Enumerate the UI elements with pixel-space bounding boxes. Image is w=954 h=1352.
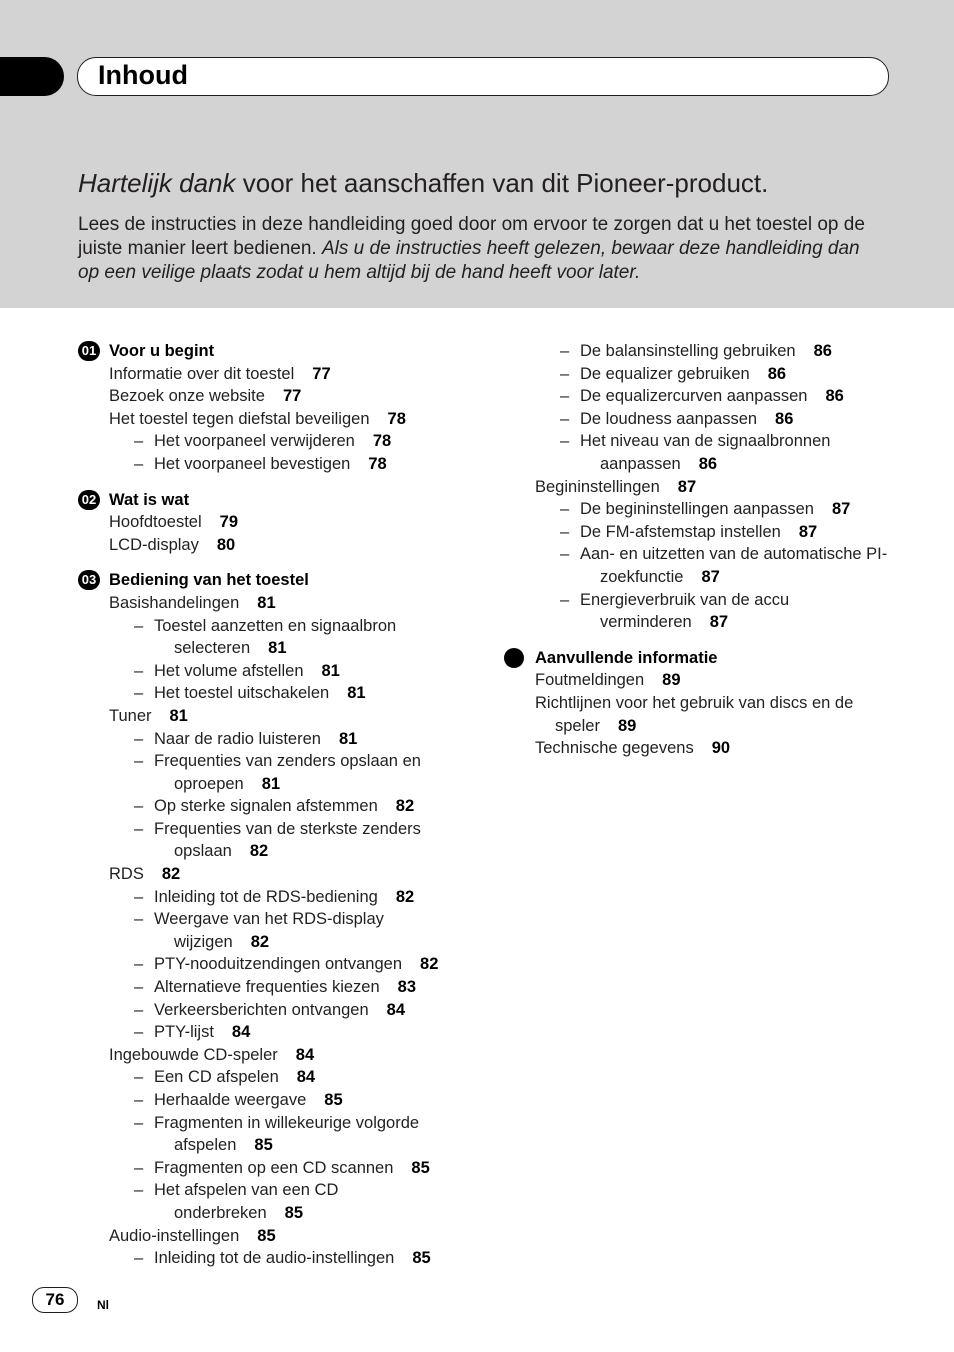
toc-entry-content	[154, 886, 468, 909]
toc-entry-content	[109, 385, 468, 408]
toc-entry-label: Het toestel tegen diefstal beveiligen	[109, 409, 370, 428]
toc-entry-label: Technische gegevens	[535, 739, 694, 758]
toc-entry-content	[580, 430, 904, 475]
toc-entry-content	[154, 682, 468, 705]
chapter-badge: 02	[78, 490, 100, 510]
toc-entry-content	[154, 1089, 468, 1112]
toc-entry[interactable]	[78, 863, 468, 886]
toc-entry-content	[154, 750, 468, 795]
toc-entry[interactable]	[504, 430, 904, 475]
toc-entry-label: Foutmeldingen	[535, 671, 645, 690]
toc-entry[interactable]	[78, 999, 468, 1022]
toc-entry-label: Herhaalde weergave	[154, 1091, 307, 1109]
toc-page-number: 90	[711, 739, 731, 758]
toc-entry-label: Tuner	[109, 706, 152, 725]
toc-entry[interactable]	[78, 705, 468, 728]
dash-marker: –	[560, 387, 570, 406]
toc-entry[interactable]	[504, 340, 904, 363]
toc-entry[interactable]	[78, 682, 468, 705]
toc-entry-label: Frequenties van zenders opslaan en oproepen	[154, 752, 421, 793]
toc-entry-label: Een CD afspelen	[154, 1068, 279, 1087]
chapter-badge: 03	[78, 570, 100, 590]
dash-marker: –	[560, 590, 570, 609]
toc-entry-content	[154, 1066, 468, 1089]
toc-entry-label: Het volume afstellen	[154, 661, 304, 680]
toc-entry-content	[580, 408, 904, 431]
chapter-badge	[504, 648, 524, 668]
page-heading	[78, 168, 768, 199]
toc-entry-content	[580, 385, 904, 408]
dash-marker: –	[134, 1068, 144, 1087]
intro-plain: Lees de instructies in deze handleiding goed door om ervoor te zorgen dat u het toestel op de juiste manier leert bedienen.	[78, 214, 865, 259]
toc-page-number: 79	[219, 513, 239, 532]
toc-entry-label: Energieverbruik van de accu verminderen	[580, 590, 790, 632]
toc-entry-content	[109, 363, 468, 386]
toc-page-number: 84	[295, 1045, 315, 1064]
toc-entry-content	[154, 430, 468, 453]
dash-marker: –	[134, 1091, 144, 1109]
toc-entry-label: RDS	[109, 865, 144, 884]
toc-page-number: 77	[282, 387, 302, 406]
toc-entry-content	[154, 908, 468, 953]
dash-marker: –	[134, 454, 144, 473]
dash-marker: –	[134, 432, 144, 451]
toc-entry[interactable]	[78, 511, 468, 534]
toc-page-number: 81	[261, 774, 281, 793]
dash-marker: –	[560, 342, 570, 360]
toc-page-number: 82	[249, 842, 269, 861]
intro-italic: Als u de instructies heeft gelezen, bewaar deze handleiding dan op een veilige plaats zodat u hem altijd bij de hand heeft voor later.	[78, 238, 860, 283]
toc-page-number: 77	[312, 364, 331, 383]
toc-entry-content	[154, 976, 468, 999]
toc-entry-label: Het voorpaneel bevestigen	[154, 454, 351, 473]
toc-entry-label: De balansinstelling gebruiken	[580, 342, 796, 360]
toc-entry-content	[154, 1021, 468, 1044]
toc-entry-content	[535, 476, 904, 499]
toc-entry-content	[154, 1179, 468, 1224]
toc-entry-label: Alternatieve frequenties kiezen	[154, 978, 380, 997]
toc-entry-label: Verkeersberichten ontvangen	[154, 1000, 369, 1019]
toc-entry-content	[154, 999, 468, 1022]
toc-entry[interactable]	[78, 1066, 468, 1089]
toc-entry[interactable]	[78, 908, 468, 953]
toc-entry-content	[154, 1247, 468, 1270]
toc-entry-label: Ingebouwde CD-speler	[109, 1045, 278, 1064]
toc-entry-content	[154, 660, 468, 683]
toc-page-number: 82	[395, 887, 415, 906]
dash-marker: –	[134, 887, 144, 906]
toc-entry-label: PTY-nooduitzendingen ontvangen	[154, 955, 403, 974]
toc-entry-content	[109, 534, 468, 557]
toc-entry-content	[109, 511, 468, 534]
toc-entry-content	[109, 1225, 468, 1248]
toc-page-number: 86	[767, 364, 787, 383]
toc-entry[interactable]	[78, 728, 468, 751]
toc-entry-content	[154, 818, 468, 863]
toc-entry-content	[154, 1112, 468, 1157]
toc-entry-content	[580, 363, 904, 386]
toc-entry[interactable]	[78, 1247, 468, 1270]
toc-entry-label: Informatie over dit toestel	[109, 364, 295, 383]
toc-page-number: 87	[677, 477, 697, 496]
toc-page-number: 86	[825, 387, 844, 406]
toc-entry[interactable]	[504, 543, 904, 588]
toc-entry[interactable]	[504, 363, 904, 386]
toc-page-number: 86	[698, 454, 718, 473]
toc-entry-label: De begininstellingen aanpassen	[580, 500, 814, 519]
toc-entry[interactable]	[78, 886, 468, 909]
toc-entry[interactable]	[504, 385, 904, 408]
dash-marker: –	[134, 661, 144, 680]
dash-marker: –	[134, 1023, 144, 1042]
toc-page-number: 87	[798, 522, 818, 541]
toc-page-number: 78	[372, 432, 392, 451]
dash-marker: –	[134, 729, 144, 748]
intro-paragraph	[78, 213, 878, 285]
toc-entry-content	[154, 953, 468, 976]
toc-page-number: 81	[268, 639, 287, 658]
toc-page-number: 84	[296, 1068, 316, 1087]
dash-marker: –	[134, 1000, 144, 1019]
toc-entry[interactable]	[78, 1089, 468, 1112]
toc-section-heading	[78, 569, 468, 592]
toc-right-column	[504, 340, 904, 760]
toc-entry[interactable]	[504, 476, 904, 499]
toc-entry[interactable]	[78, 1179, 468, 1224]
toc-entry-content	[580, 340, 904, 363]
toc-entry-content	[154, 453, 468, 476]
dash-marker: –	[134, 1113, 144, 1132]
toc-entry-content	[109, 408, 468, 431]
toc-entry[interactable]	[78, 363, 468, 386]
toc-page-number: 89	[662, 671, 681, 690]
toc-entry-content	[154, 728, 468, 751]
title-box	[77, 57, 889, 96]
toc-entry[interactable]	[78, 818, 468, 863]
toc-entry[interactable]	[78, 1157, 468, 1180]
toc-page-number: 85	[324, 1091, 343, 1109]
toc-entry[interactable]	[78, 453, 468, 476]
toc-entry-label: De equalizercurven aanpassen	[580, 387, 808, 406]
toc-entry-label: De loudness aanpassen	[580, 409, 758, 428]
toc-page-number: 82	[161, 865, 181, 884]
toc-page-number: 84	[386, 1000, 406, 1019]
dash-marker: –	[134, 955, 144, 974]
toc-page-number: 84	[231, 1023, 251, 1042]
toc-section-heading	[78, 489, 468, 512]
dash-marker: –	[560, 522, 570, 541]
toc-entry-label: PTY-lijst	[154, 1023, 214, 1042]
toc-page-number: 85	[412, 1249, 431, 1268]
dash-marker: –	[134, 1158, 144, 1177]
dash-marker: –	[134, 684, 144, 703]
toc-page-number: 89	[617, 716, 637, 735]
toc-entry[interactable]	[78, 1044, 468, 1067]
toc-entry-content	[154, 795, 468, 818]
toc-entry-label: Begininstellingen	[535, 477, 660, 496]
dash-marker: –	[134, 1249, 144, 1268]
dash-marker: –	[560, 432, 570, 451]
toc-page-number: 82	[250, 932, 270, 951]
toc-page-number: 87	[831, 500, 851, 519]
toc-entry-label: Het toestel uitschakelen	[154, 684, 330, 703]
toc-entry-content	[109, 863, 468, 886]
toc-entry-label: Het voorpaneel verwijderen	[154, 432, 355, 451]
toc-entry-content	[154, 1157, 468, 1180]
toc-entry-label: Toestel aanzetten en signaalbron selecteren	[154, 616, 397, 658]
toc-entry[interactable]	[78, 430, 468, 453]
toc-page-number: 86	[813, 342, 832, 360]
section-label: Aanvullende informatie	[535, 648, 718, 667]
toc-entry[interactable]	[78, 1112, 468, 1157]
toc-entry-label: Het afspelen van een CD onderbreken	[154, 1181, 339, 1222]
dash-marker: –	[134, 797, 144, 816]
toc-page-number: 81	[257, 593, 276, 612]
toc-page-number: 82	[395, 797, 415, 816]
toc-entry[interactable]	[78, 534, 468, 557]
toc-entry-label: Inleiding tot de RDS-bediening	[154, 887, 378, 906]
toc-section-heading	[78, 340, 468, 363]
toc-entry[interactable]	[78, 1021, 468, 1044]
toc-page-number: 86	[775, 409, 794, 428]
toc-entry[interactable]	[78, 660, 468, 683]
toc-entry[interactable]	[504, 669, 904, 692]
toc-entry-label: Aan- en uitzetten van de automatische PI-zoekfunctie	[580, 545, 888, 586]
toc-page-number: 81	[347, 684, 366, 703]
toc-entry-content	[109, 592, 468, 615]
dash-marker: –	[560, 364, 570, 383]
toc-page-number: 81	[321, 661, 340, 680]
dash-marker: –	[134, 752, 144, 771]
dash-marker: –	[134, 910, 144, 929]
toc-entry-label: Fragmenten in willekeurige volgorde afspelen	[154, 1113, 420, 1155]
section-title: Inhoud	[98, 60, 188, 90]
toc-page-number: 83	[397, 978, 416, 997]
toc-entry-label: Basishandelingen	[109, 593, 240, 612]
toc-entry[interactable]	[504, 521, 904, 544]
toc-page-number: 87	[709, 613, 729, 632]
toc-entry-content	[580, 498, 904, 521]
toc-entry[interactable]	[504, 408, 904, 431]
toc-page-number: 87	[701, 567, 720, 586]
toc-entry-content	[535, 669, 904, 692]
heading-rest: voor het aanschaffen van dit Pioneer-product.	[235, 168, 769, 198]
dash-marker: –	[560, 500, 570, 519]
toc-page-number: 85	[411, 1158, 430, 1177]
dash-marker: –	[134, 978, 144, 997]
chapter-badge: 01	[78, 341, 100, 361]
toc-entry[interactable]	[78, 592, 468, 615]
section-label: Voor u begint	[109, 342, 215, 360]
section-tab	[0, 57, 64, 96]
toc-entry[interactable]	[504, 692, 904, 737]
toc-entry-label: Frequenties van de sterkste zenders opslaan	[154, 819, 421, 861]
toc-section-heading	[504, 647, 904, 670]
toc-entry-content	[154, 615, 468, 660]
toc-entry[interactable]	[78, 953, 468, 976]
toc-page-number: 78	[387, 409, 406, 428]
toc-entry[interactable]	[78, 615, 468, 660]
dash-marker: –	[134, 616, 144, 635]
toc-entry[interactable]	[78, 1225, 468, 1248]
toc-entry-label: Richtlijnen voor het gebruik van discs en de speler	[535, 693, 854, 735]
dash-marker: –	[134, 819, 144, 838]
language-code: Nl	[97, 1298, 109, 1312]
toc-entry-content	[535, 737, 904, 760]
section-label: Bediening van het toestel	[109, 571, 309, 590]
toc-page-number: 81	[338, 729, 358, 748]
toc-entry-content	[580, 521, 904, 544]
toc-entry-label: Hoofdtoestel	[109, 513, 202, 532]
toc-entry-label: Op sterke signalen afstemmen	[154, 797, 378, 816]
toc-entry[interactable]	[504, 498, 904, 521]
toc-left-column	[78, 340, 468, 1270]
toc-entry-content	[580, 589, 904, 634]
dash-marker: –	[560, 409, 570, 428]
toc-entry-content	[109, 705, 468, 728]
toc-page-number: 82	[420, 955, 439, 974]
toc-entry[interactable]	[78, 795, 468, 818]
toc-entry-label: Fragmenten op een CD scannen	[154, 1158, 394, 1177]
section-label: Wat is wat	[109, 490, 190, 509]
toc-entry-content	[580, 543, 904, 588]
toc-entry[interactable]	[78, 408, 468, 431]
dash-marker: –	[134, 1181, 144, 1200]
toc-entry-label: Naar de radio luisteren	[154, 729, 321, 748]
toc-entry-label: Bezoek onze website	[109, 387, 265, 406]
toc-entry-label: Het niveau van de signaalbronnen aanpassen	[580, 432, 831, 473]
toc-entry-label: Audio-instellingen	[109, 1226, 240, 1245]
toc-page-number: 78	[368, 454, 387, 473]
toc-entry-label: De equalizer gebruiken	[580, 364, 750, 383]
toc-page-number: 81	[169, 706, 188, 725]
toc-entry[interactable]	[504, 737, 904, 760]
toc-entry[interactable]	[78, 976, 468, 999]
toc-entry-label: De FM-afstemstap instellen	[580, 522, 781, 541]
dash-marker: –	[560, 545, 570, 564]
toc-page-number: 85	[254, 1136, 273, 1155]
toc-entry-content	[109, 1044, 468, 1067]
toc-entry-content	[535, 692, 904, 737]
toc-entry[interactable]	[78, 750, 468, 795]
heading-italic: Hartelijk dank	[78, 168, 236, 198]
toc-entry-label: LCD-display	[109, 535, 199, 554]
page-number: 76	[32, 1287, 78, 1313]
toc-entry-label: Inleiding tot de audio-instellingen	[154, 1249, 395, 1268]
toc-page-number: 85	[257, 1226, 276, 1245]
toc-entry[interactable]	[78, 385, 468, 408]
toc-page-number: 80	[216, 535, 236, 554]
toc-entry[interactable]	[504, 589, 904, 634]
toc-entry-label: Weergave van het RDS-display wijzigen	[154, 910, 384, 951]
toc-page-number: 85	[284, 1203, 304, 1222]
